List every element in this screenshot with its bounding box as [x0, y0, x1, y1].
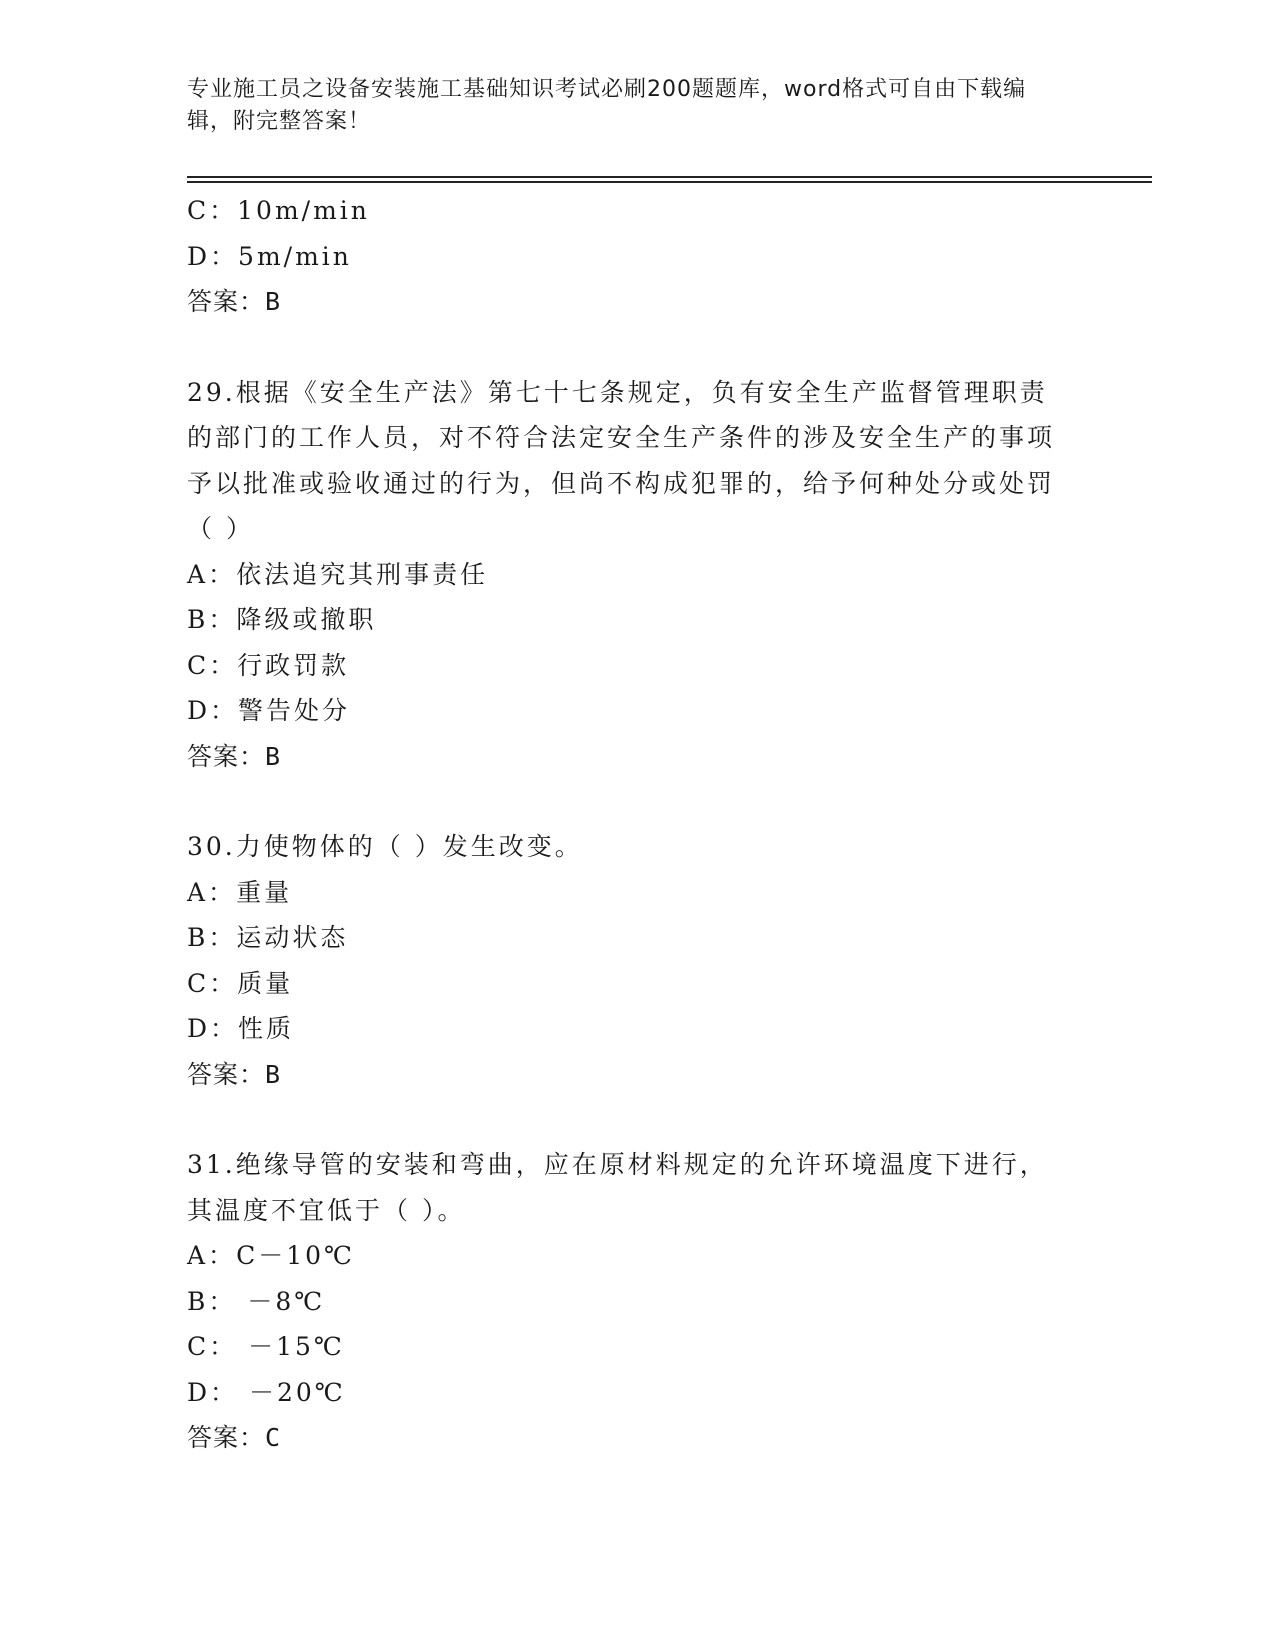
option-c [187, 1324, 1087, 1370]
header-rule-top [187, 176, 1152, 178]
option-text: 5m/min [238, 241, 352, 271]
option-c [187, 643, 1087, 689]
option-text: 10m/min [237, 196, 370, 225]
option-d [187, 234, 1087, 280]
answer-prefix: 答案： [187, 741, 266, 771]
answer-value: C [265, 1423, 282, 1452]
question-list [187, 188, 1087, 1461]
option-label: A： [187, 1241, 237, 1270]
option-label: B： [187, 1286, 237, 1316]
answer-line [187, 279, 1087, 325]
answer-prefix: 答案： [187, 1423, 266, 1452]
option-text: 质量 [237, 968, 294, 998]
header-rule-bottom [187, 181, 1152, 183]
option-text: －8℃ [236, 1286, 326, 1316]
question-29 [187, 370, 1087, 780]
option-d [187, 1370, 1087, 1416]
answer-value: B [265, 741, 282, 771]
option-label: B： [187, 605, 237, 634]
question-31 [187, 1142, 1087, 1461]
question-stem: 31.绝缘导管的安装和弯曲，应在原材料规定的允许环境温度下进行，其温度不宜低于（ ）。 [187, 1150, 1048, 1225]
option-text: 行政罚款 [237, 650, 350, 680]
answer-line [187, 1052, 1087, 1098]
option-b [187, 915, 1087, 961]
answer-value: B [265, 287, 282, 316]
option-b [187, 597, 1087, 643]
answer-prefix: 答案： [187, 287, 266, 316]
option-text: 警告处分 [238, 696, 351, 725]
option-a [187, 870, 1087, 916]
option-c [187, 961, 1087, 1007]
option-c [187, 188, 1087, 234]
option-text: 运动状态 [236, 923, 349, 952]
option-d [187, 1006, 1087, 1052]
option-label: C： [187, 196, 238, 225]
option-text: 性质 [238, 1014, 295, 1043]
option-label: C： [187, 650, 238, 680]
option-label: D： [187, 1377, 239, 1407]
option-text: 依法追究其刑事责任 [236, 559, 489, 589]
option-label: C： [187, 1332, 238, 1361]
answer-prefix: 答案： [187, 1059, 266, 1089]
option-a [187, 1233, 1087, 1279]
option-label: D： [187, 696, 239, 725]
option-label: C： [187, 968, 238, 998]
option-text: －15℃ [237, 1332, 345, 1361]
option-label: A： [187, 559, 237, 589]
document-title: 专业施工员之设备安装施工基础知识考试必刷200题题库，word格式可自由下载编辑，附完整答案！ [187, 77, 1027, 134]
option-text: 降级或撤职 [236, 605, 377, 634]
option-d [187, 688, 1087, 734]
option-text: C－10℃ [236, 1241, 355, 1270]
answer-line [187, 1415, 1087, 1461]
option-label: B： [187, 923, 237, 952]
question-30 [187, 824, 1087, 1097]
option-a [187, 552, 1087, 598]
option-label: D： [187, 241, 239, 271]
answer-value: B [265, 1059, 282, 1089]
option-label: A： [187, 877, 237, 907]
question-stem: 29.根据《安全生产法》第七十七条规定，负有安全生产监督管理职责的部门的工作人员，对不符合法定安全生产条件的涉及安全生产的事项予以批准或验收通过的行为，但尚不构成犯罪的，给予何种处分或处罚（ ） [187, 377, 1056, 543]
option-label: D： [187, 1014, 239, 1043]
option-text: －20℃ [238, 1377, 346, 1407]
question-stem: 30.力使物体的（ ）发生改变。 [187, 832, 583, 861]
option-text: 重量 [236, 877, 293, 907]
document-header [187, 74, 1067, 138]
option-b [187, 1279, 1087, 1325]
partial-question [187, 188, 1087, 325]
answer-line [187, 734, 1087, 780]
